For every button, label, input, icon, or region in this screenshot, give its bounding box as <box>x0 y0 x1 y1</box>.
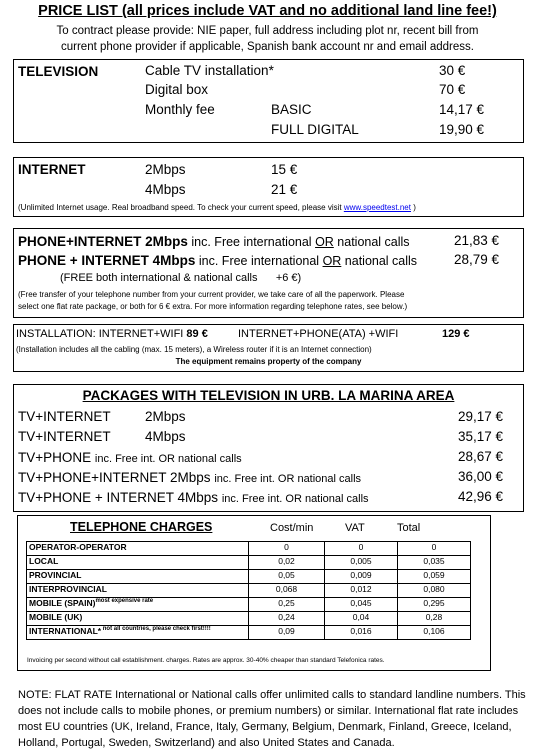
rate-total: 0,059 <box>398 570 471 584</box>
phone-transfer-note-2: select one flat rate package, or both for 6 € extra. For more information regarding telephone rates, see below.) <box>18 302 408 311</box>
flat-rate-note-line-4: Holland, Portugal, Sweden, Switzerland) and also United States and Canada. <box>18 737 395 749</box>
internet-note-end: ) <box>413 203 416 212</box>
package-row <box>18 449 242 467</box>
rate-name: INTERNATIONAL* <box>29 626 102 636</box>
rate-vat: 0,04 <box>325 612 398 626</box>
rate-cost: 0,02 <box>249 556 325 570</box>
rate-label <box>27 598 249 612</box>
rate-cost: 0,25 <box>249 598 325 612</box>
package-label: TV+PHONE+INTERNET 2Mbps <box>18 470 215 485</box>
rate-total: 0,106 <box>398 626 471 640</box>
col-total: Total <box>397 522 421 534</box>
phone-transfer-note-1: (Free transfer of your telephone number from your current provider, we take care of all the paperwork. Please <box>18 290 405 299</box>
rate-label <box>27 626 249 640</box>
table-row <box>27 542 471 556</box>
flat-rate-note-line-1: NOTE: FLAT RATE International or National calls offer unlimited calls to standard landline numbers. This <box>18 689 526 701</box>
telephone-footnote: Invoicing per second without call establishment. charges. Rates are approx. 30-40% cheaper than standard Telefonica rates. <box>27 657 385 664</box>
page-title: PRICE LIST (all prices include VAT and no additional land line fee!) <box>38 3 497 19</box>
installation-price-2: 129 € <box>442 328 470 340</box>
or-text: OR <box>322 254 342 268</box>
package-label: TV+INTERNET <box>18 429 111 444</box>
or-text: OR <box>315 235 334 249</box>
rate-total: 0 <box>398 542 471 556</box>
rate-total: 0,28 <box>398 612 471 626</box>
internet-price: 21 € <box>271 182 298 197</box>
rate-total: 0,080 <box>398 584 471 598</box>
equipment-property-note: The equipment remains property of the company <box>175 357 362 366</box>
package-desc: inc. Free international <box>187 235 316 249</box>
phone-internet-section <box>13 228 524 318</box>
rate-name: OPERATOR-OPERATOR <box>29 542 127 552</box>
rate-sup: not all countries, please check first!!!! <box>101 626 211 633</box>
package-price: 28,79 € <box>454 252 500 267</box>
telephone-charges-heading: TELEPHONE CHARGES <box>70 520 213 534</box>
phone-internet-2mbps-row <box>18 233 410 251</box>
telephone-charges-table <box>26 541 471 640</box>
tv-row-sub: BASIC <box>271 102 312 117</box>
rate-cost: 0,05 <box>249 570 325 584</box>
tv-row-sub: FULL DIGITAL <box>271 122 359 137</box>
internet-heading: INTERNET <box>18 162 86 177</box>
package-detail: 4Mbps <box>145 429 186 444</box>
installation-label-2: INTERNET+PHONE(ATA) +WIFI <box>238 328 399 340</box>
package-detail: 2Mbps <box>145 409 186 424</box>
rate-cost: 0,24 <box>249 612 325 626</box>
rate-label <box>27 542 249 556</box>
installation-row <box>16 328 208 340</box>
tv-row-price: 19,90 € <box>439 122 485 137</box>
package-label: TV+INTERNET <box>18 409 111 424</box>
rate-total: 0,035 <box>398 556 471 570</box>
package-price: 29,17 € <box>458 409 504 424</box>
package-price: 42,96 € <box>458 489 504 504</box>
television-section <box>13 59 524 143</box>
table-row <box>27 626 471 640</box>
internet-section <box>13 157 524 217</box>
package-price: 21,83 € <box>454 233 500 248</box>
package-label: TV+PHONE + INTERNET 4Mbps <box>18 490 222 505</box>
contract-requirements-line-2: current phone provider if applicable, Spanish bank account nr and email address. <box>61 41 474 53</box>
table-row <box>27 598 471 612</box>
package-row <box>18 489 369 507</box>
rate-vat: 0,009 <box>325 570 398 584</box>
rate-label <box>27 612 249 626</box>
rate-name: LOCAL <box>29 556 59 566</box>
rate-cost: 0,068 <box>249 584 325 598</box>
rate-vat: 0,012 <box>325 584 398 598</box>
installation-note: (Installation includes all the cabling (max. 15 meters), a Wireless router if it is an Internet connection) <box>16 345 372 354</box>
rate-label <box>27 584 249 598</box>
rate-vat: 0,016 <box>325 626 398 640</box>
rate-name: INTERPROVINCIAL <box>29 584 107 594</box>
package-price: 35,17 € <box>458 429 504 444</box>
internet-note-text: (Unlimited Internet usage. Real broadband speed. To check your current speed, please visit <box>18 203 342 212</box>
package-small: inc. Free int. OR national calls <box>221 493 369 505</box>
package-label: TV+PHONE <box>18 450 95 465</box>
package-small: inc. Free int. OR national calls <box>214 473 362 485</box>
internet-speed: 2Mbps <box>145 162 186 177</box>
rate-cost: 0 <box>249 542 325 556</box>
rate-cost: 0,09 <box>249 626 325 640</box>
rate-vat: 0,005 <box>325 556 398 570</box>
packages-section <box>13 384 524 512</box>
phone-internet-4mbps-row <box>18 252 417 270</box>
rate-name: MOBILE (SPAIN) <box>29 598 96 608</box>
rate-sup: most expensive rate <box>95 598 154 605</box>
rate-vat: 0,045 <box>325 598 398 612</box>
table-row <box>27 584 471 598</box>
package-price: 28,67 € <box>458 449 504 464</box>
tv-row-label: Monthly fee <box>145 102 215 117</box>
package-price: 36,00 € <box>458 469 504 484</box>
tv-row-price: 14,17 € <box>439 102 485 117</box>
internet-note <box>18 203 416 212</box>
tv-row-label: Cable TV installation* <box>145 63 274 78</box>
package-row <box>18 469 361 487</box>
col-vat: VAT <box>345 522 365 534</box>
rate-total: 0,295 <box>398 598 471 612</box>
contract-requirements-line-1: To contract please provide: NIE paper, full address including plot nr, recent bill from <box>56 25 479 37</box>
installation-label: INSTALLATION: INTERNET+WIFI <box>16 328 184 340</box>
tv-row-price: 70 € <box>439 82 466 97</box>
internet-price: 15 € <box>271 162 298 177</box>
package-small: inc. Free int. OR national calls <box>94 453 242 465</box>
installation-section <box>13 324 524 372</box>
tv-row-price: 30 € <box>439 63 466 78</box>
flat-rate-note-line-2: does not include calls to mobile phones, or premium numbers) or similar. International flat rate includes <box>18 705 519 717</box>
package-desc-tail: national calls <box>341 254 418 268</box>
both-calls-extra: (FREE both international & national calls +6 €) <box>60 272 302 284</box>
table-row <box>27 556 471 570</box>
installation-price: 89 € <box>186 328 208 340</box>
package-desc: inc. Free international <box>195 254 323 268</box>
speedtest-link[interactable]: www.speedtest.net <box>343 203 411 212</box>
package-name: PHONE+INTERNET 2Mbps <box>18 234 188 249</box>
rate-vat: 0 <box>325 542 398 556</box>
rate-label <box>27 556 249 570</box>
tv-row-label: Digital box <box>145 82 209 97</box>
flat-rate-note-line-3: most EU countries (UK, Ireland, France, Italy, Germany, Belgium, Denmark, Finland, Greece, Iceland, <box>18 721 512 733</box>
television-heading: TELEVISION <box>18 64 99 79</box>
col-cost: Cost/min <box>270 522 314 534</box>
rate-name: MOBILE (UK) <box>29 612 83 622</box>
package-desc-tail: national calls <box>333 235 410 249</box>
table-row <box>27 570 471 584</box>
rate-label <box>27 570 249 584</box>
packages-heading: PACKAGES WITH TELEVISION IN URB. LA MARINA AREA <box>82 388 455 403</box>
rate-name: PROVINCIAL <box>29 570 82 580</box>
table-row <box>27 612 471 626</box>
internet-speed: 4Mbps <box>145 182 186 197</box>
package-name: PHONE + INTERNET 4Mbps <box>18 253 196 268</box>
